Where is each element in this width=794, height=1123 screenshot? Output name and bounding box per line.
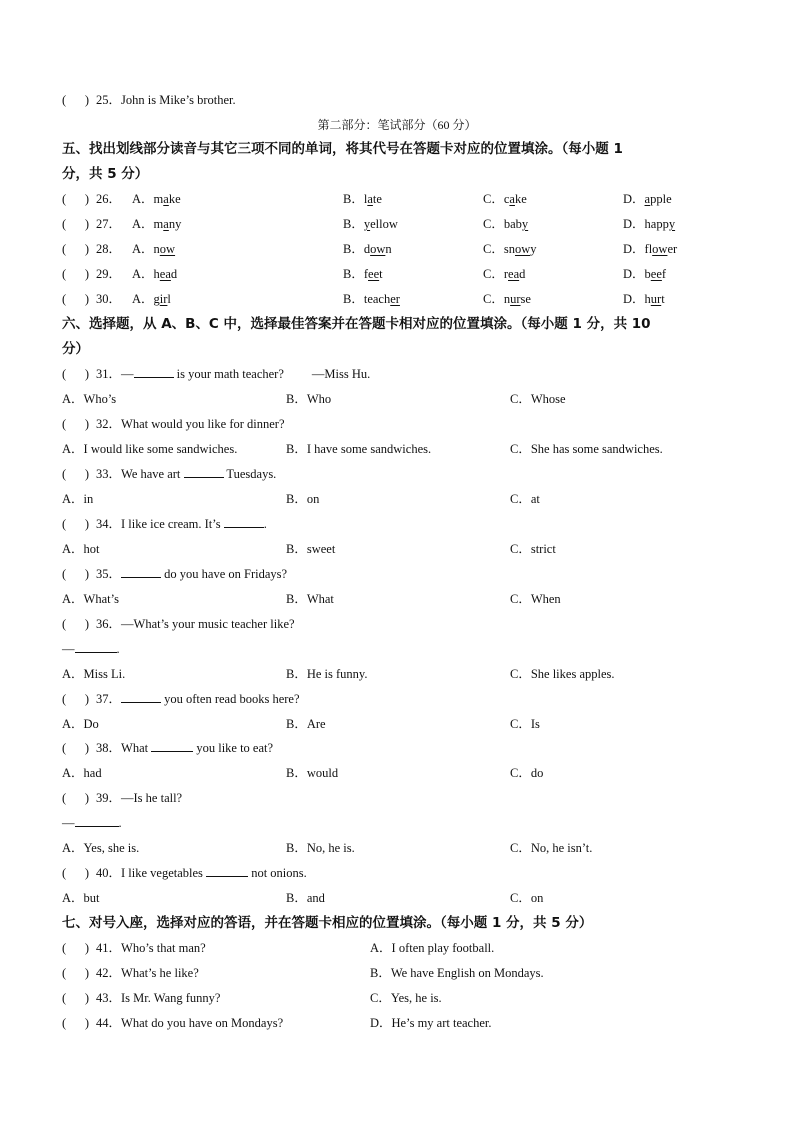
- option-d: D．beef: [623, 267, 667, 281]
- answer-option: A．I often play football.: [370, 941, 495, 955]
- underlined-sound: y: [363, 217, 371, 231]
- underlined-sound: ee: [650, 267, 662, 281]
- question-36: ( ) 36．—What’s your music teacher like?: [62, 617, 295, 631]
- answer-bracket: ( ): [62, 192, 90, 206]
- answer-blank: [121, 566, 161, 578]
- section5-title: 五、找出划线部分读音与其它三项不同的单词，将其代号在答题卡对应的位置填涂。（每小题 1: [62, 141, 623, 157]
- answer-bracket: ( ): [62, 93, 90, 107]
- question-32: ( ) 32．What would you like for dinner?: [62, 417, 285, 431]
- section6-title: 六、选择题，从 A、B、C 中，选择最佳答案并在答题卡相对应的位置填涂。（每小题 1 分，共 10: [62, 316, 651, 332]
- option-a: A．head: [132, 267, 178, 281]
- underlined-sound: a: [644, 192, 651, 206]
- underlined-sound: ur: [510, 292, 521, 306]
- option-b: B．teacher: [343, 292, 400, 306]
- question-text: Who’s that man?: [121, 941, 206, 955]
- underlined-sound: ow: [370, 242, 386, 256]
- question-38: ( ) 38．What you like to eat?: [62, 741, 274, 755]
- option-a: A．many: [132, 217, 182, 231]
- underlined-sound: ea: [159, 267, 171, 281]
- answer-option: C．Yes, he is.: [370, 991, 442, 1005]
- answer-blank: [75, 641, 117, 653]
- question-37: ( ) 37． you often read books here?: [62, 692, 300, 706]
- answer-option: B．We have English on Mondays.: [370, 966, 544, 980]
- question-40: ( ) 40．I like vegetables not onions.: [62, 866, 307, 880]
- question-25: ( ) 25．John is Mike’s brother.: [62, 93, 236, 107]
- answer-blank: [206, 865, 248, 877]
- answer-line-36: — .: [62, 642, 120, 656]
- answer-blank: [184, 466, 224, 478]
- question-34: ( ) 34．I like ice cream. It’s .: [62, 517, 267, 531]
- section6-title-cont: 分）: [62, 341, 89, 357]
- answer-bracket: ( ): [62, 292, 90, 306]
- question-42: ( ) 42．What’s he like? B．We have English on Mondays.: [62, 966, 544, 980]
- answer-line-39: — .: [62, 816, 122, 830]
- answer-bracket: ( ): [62, 1016, 90, 1030]
- underlined-sound: y: [668, 217, 676, 231]
- answer-bracket: ( ): [62, 991, 90, 1005]
- question-35: ( ) 35． do you have on Fridays?: [62, 567, 288, 581]
- answer-blank: [151, 740, 193, 752]
- option-d: D．flower: [623, 242, 678, 256]
- question-43: ( ) 43．Is Mr. Wang funny? C．Yes, he is.: [62, 991, 442, 1005]
- question-30: ( ) 30． A．girl B．teacher C．nurse D．hurt: [62, 292, 665, 306]
- underlined-sound: ir: [159, 292, 168, 306]
- option-c: C．nurse: [483, 292, 531, 306]
- option-d: D．hurt: [623, 292, 665, 306]
- underlined-sound: a: [509, 192, 515, 206]
- option-a: A．girl: [132, 292, 171, 306]
- underlined-sound: a: [367, 192, 373, 206]
- question-28: ( ) 28． A．now B．down C．snowy D．flower: [62, 242, 678, 256]
- question-33: ( ) 33．We have art Tuesdays.: [62, 467, 277, 481]
- answer-bracket: ( ): [62, 966, 90, 980]
- option-a: A．now: [132, 242, 176, 256]
- question-39: ( ) 39．—Is he tall?: [62, 791, 183, 805]
- question-text: What’s he like?: [121, 966, 199, 980]
- option-c: C．read: [483, 267, 526, 281]
- answer-blank: [121, 691, 161, 703]
- answer-blank: [75, 815, 119, 827]
- underlined-sound: ow: [514, 242, 531, 256]
- answer-bracket: ( ): [62, 242, 90, 256]
- question-29: ( ) 29． A．head B．feet C．read D．beef: [62, 267, 667, 281]
- question-text: Is Mr. Wang funny?: [121, 991, 221, 1005]
- option-c: C．baby: [483, 217, 529, 231]
- underlined-sound: ur: [650, 292, 662, 306]
- section5-title-cont: 分，共 5 分）: [62, 166, 149, 182]
- underlined-sound: ea: [508, 267, 520, 281]
- exam-page: ( ) 25．John is Mike’s brother. 第二部分：笔试部分（60 分） 五、找出划线部分读音与其它三项不同的单词，将其代号在答题卡对应的位置填涂。（每小题 1 分，共 5 分） ( ) 26． A．make B．late C．cake D．apple ( ) 27． A．many B．yellow C．baby D．happy ( ) 28． A．now B．down C．snowy D．flower ( ) 29． A．head B．feet C．read D．beef ( ) 30． A．girl B．teacher C．nurse D．hurt 六、选择题，从 A、B、C 中，选择最佳答案并在答题卡相对应的位置填涂。（每小题 1 分，共 10 分） ( ) 31．— is your math teacher? —Miss Hu. A．Who’s B．Who C．Whose ( ) 32．What would you like for dinner? A．I would like some sandwiches. B．I have some sandwiches. C．She has some sandwiches. ( ) 33．We have art Tuesdays. A．in B．on C．at ( ) 34．I like ice cream. It’s . A．hot B．sweet C．strict ( ) 35． do you have on Fridays? A．What’s B．What C．When ( ) 36．—What’s your music teacher like? — . A．Miss Li. B．He is funny. C．She likes apples. ( ) 37． you often read books here? A．Do B．Are C．Is ( ) 38．What you like to eat? A．had B．would C．do ( ) 39．—Is he tall? — . A．Yes, she is. B．No, he is. C．No, he isn’t. ( ) 40．I like vegetables not onions. A．but B．and C．on 七、对号入座，选择对应的答语，并在答题卡相应的位置填涂。（每小题 1 分，共 5 分） ( ) 41．Who’s that man? A．I often play football. ( ) 42．What’s he like? B．We have English on Mondays. ( ) 43．Is Mr. Wang funny? C．Yes, he is. ( ) 44．What do you have on Mondays? D．He’s my art teacher.: [0, 0, 794, 1123]
- answer-blank: [134, 366, 174, 378]
- section7-title: 七、对号入座，选择对应的答语，并在答题卡相应的位置填涂。（每小题 1 分，共 5 分）: [62, 915, 593, 931]
- answer-bracket: ( ): [62, 267, 90, 281]
- answer-option: D．He’s my art teacher.: [370, 1016, 492, 1030]
- option-b: B．yellow: [343, 217, 398, 231]
- answer-blank: [224, 516, 264, 528]
- answer-bracket: ( ): [62, 217, 90, 231]
- underlined-sound: er: [390, 292, 400, 306]
- question-27: ( ) 27． A．many B．yellow C．baby D．happy: [62, 217, 676, 231]
- question-31: ( ) 31．— is your math teacher? —Miss Hu.: [62, 367, 371, 381]
- answer-bracket: ( ): [62, 941, 90, 955]
- option-b: B．late: [343, 192, 382, 206]
- underlined-sound: a: [163, 217, 169, 231]
- option-d: D．apple: [623, 192, 672, 206]
- question-26: ( ) 26． A．make B．late C．cake D．apple: [62, 192, 672, 206]
- option-c: C．snowy: [483, 242, 537, 256]
- underlined-sound: a: [163, 192, 169, 206]
- question-41: ( ) 41．Who’s that man? A．I often play football.: [62, 941, 495, 955]
- question-44: ( ) 44．What do you have on Mondays? D．He’s my art teacher.: [62, 1016, 492, 1030]
- underlined-sound: ow: [652, 242, 668, 256]
- option-b: B．down: [343, 242, 392, 256]
- option-d: D．happy: [623, 217, 676, 231]
- underlined-sound: ee: [368, 267, 380, 281]
- underlined-sound: y: [521, 217, 529, 231]
- part2-title: 第二部分：笔试部分（60 分）: [317, 118, 477, 132]
- option-b: B．feet: [343, 267, 383, 281]
- underlined-sound: ow: [159, 242, 176, 256]
- option-a: A．make: [132, 192, 181, 206]
- question-text: What do you have on Mondays?: [121, 1016, 284, 1030]
- option-c: C．cake: [483, 192, 527, 206]
